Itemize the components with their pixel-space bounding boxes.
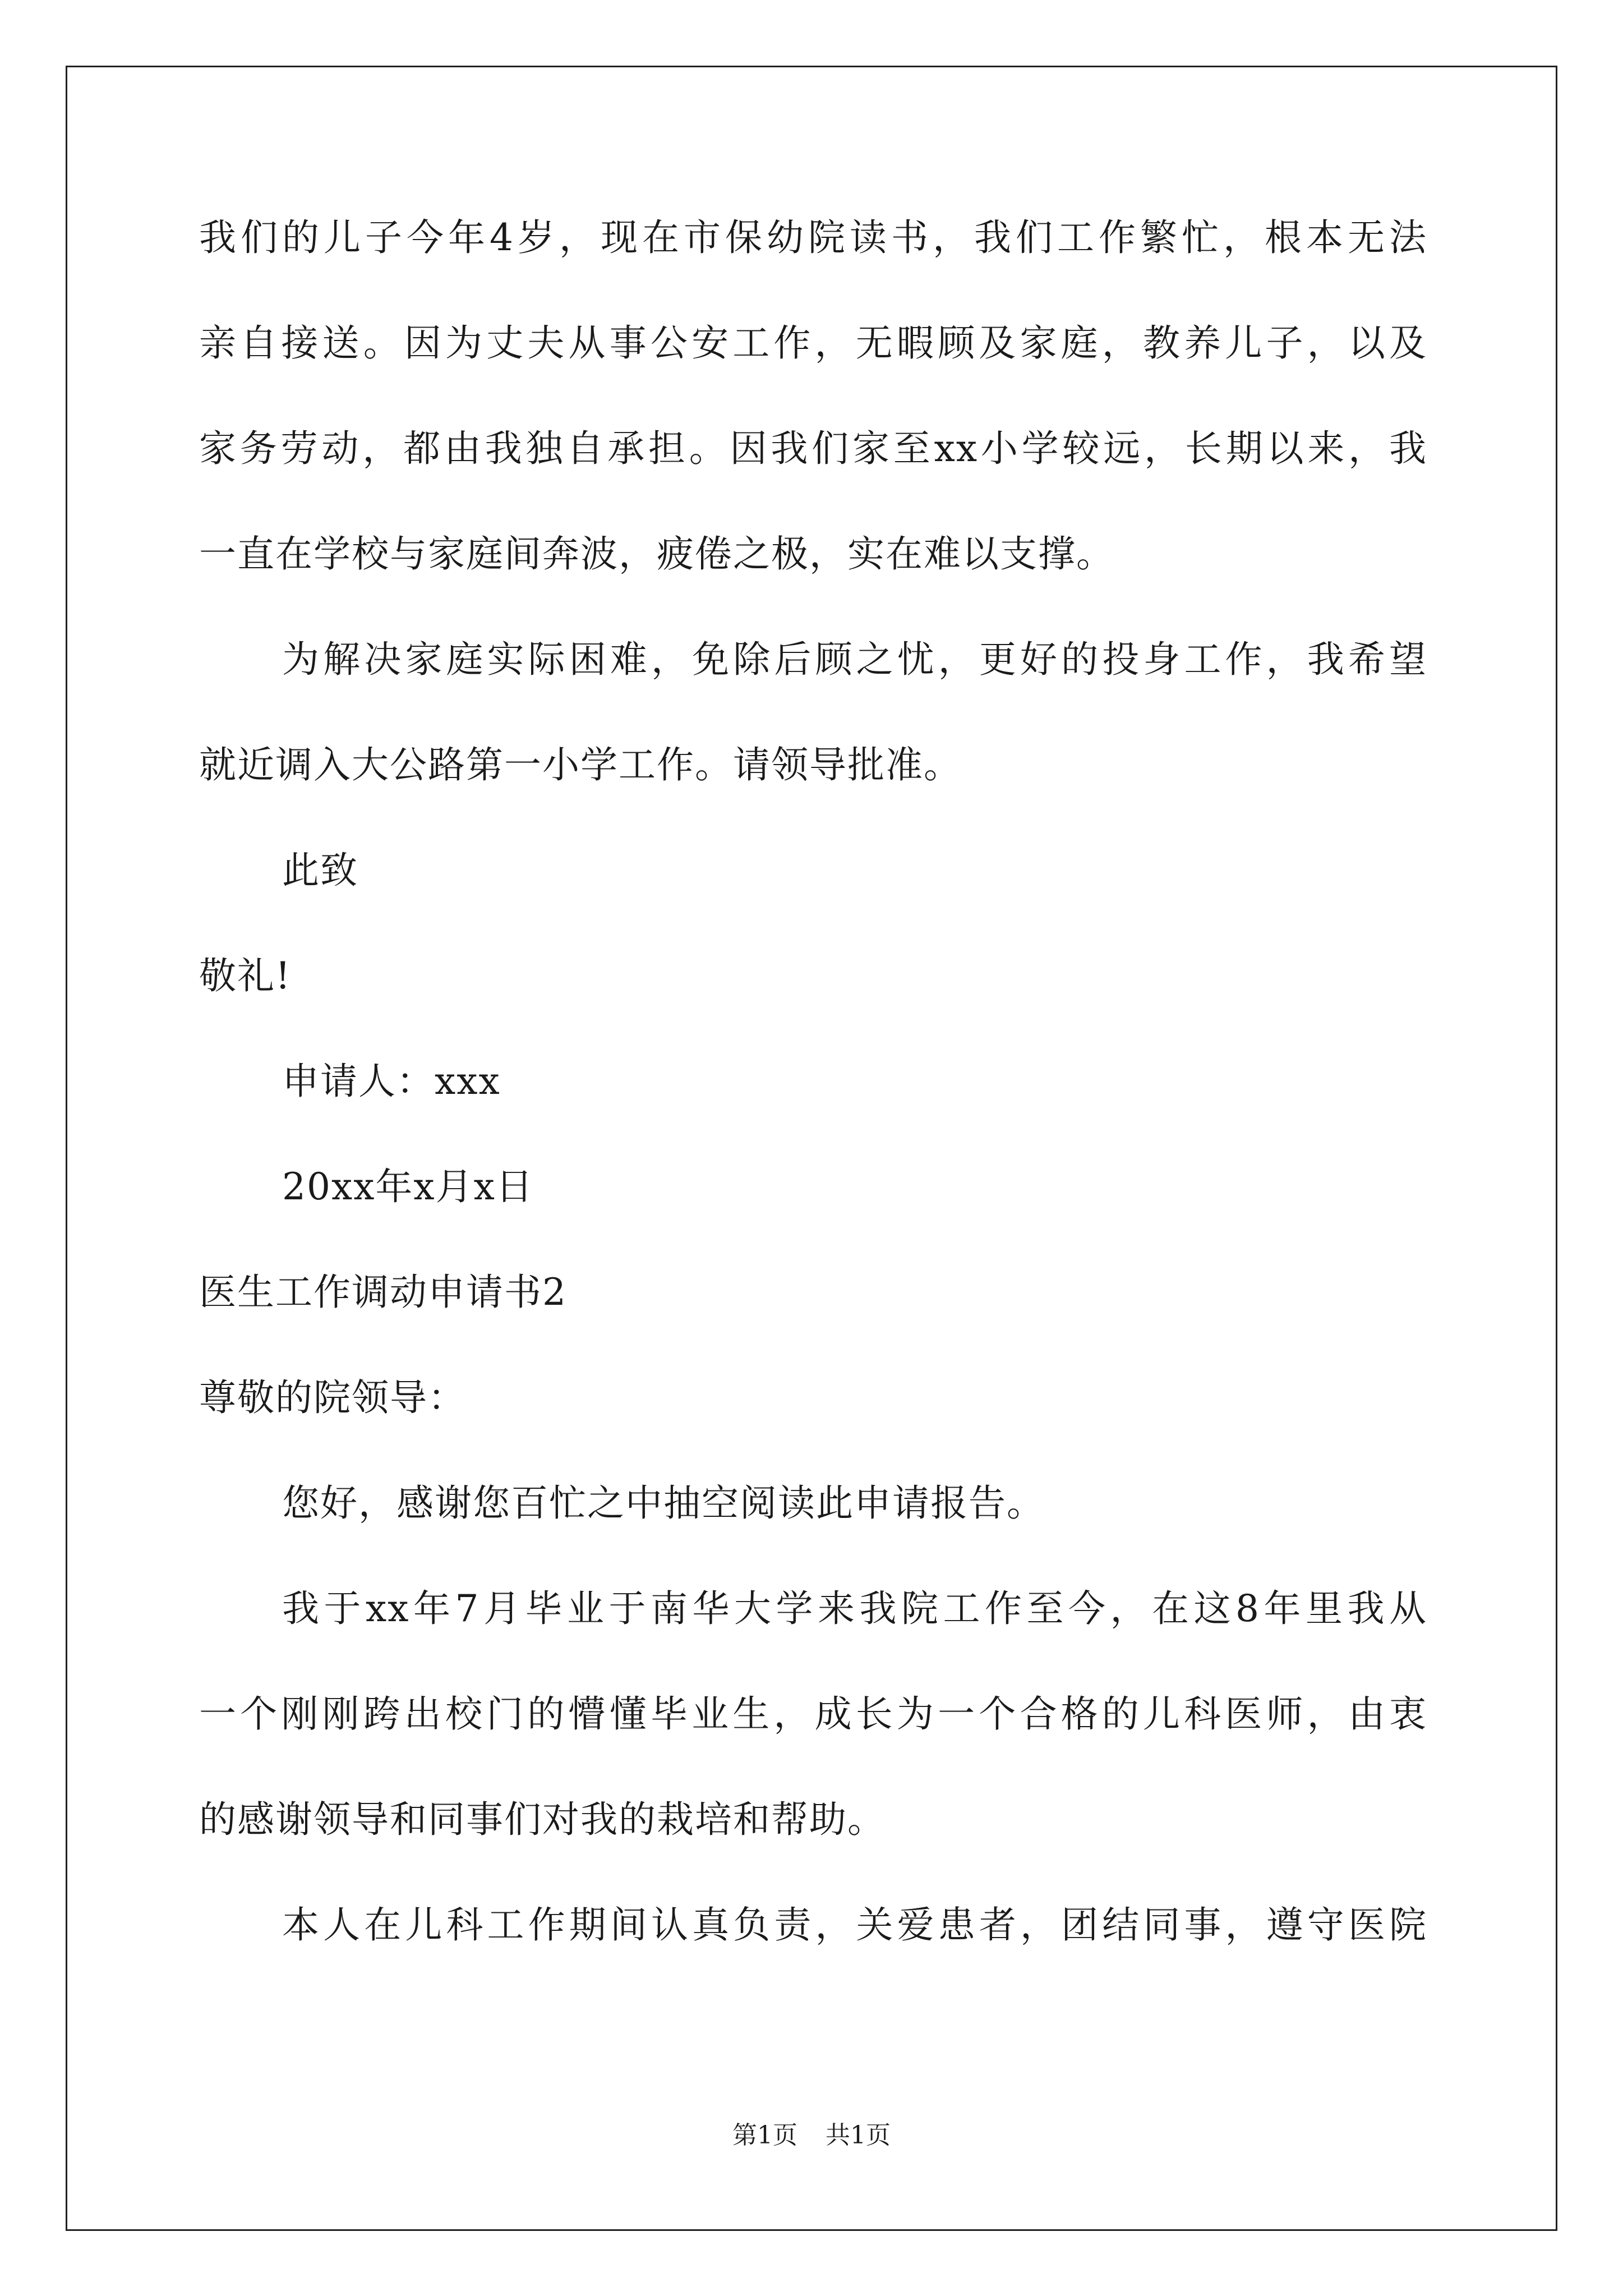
- paragraph-line: 我于xx年7月毕业于南华大学来我院工作至今，在这8年里我从: [282, 1587, 1427, 1630]
- letter-greeting: 尊敬的院领导：: [199, 1376, 466, 1419]
- paragraph-line: 就近调入大公路第一小学工作。请领导批准。: [199, 743, 962, 786]
- paragraph-line: 为解决家庭实际困难，免除后顾之忧，更好的投身工作，我希望: [282, 638, 1427, 681]
- closing-salutation: 此致: [282, 849, 358, 892]
- applicant-signature: 申请人：xxx: [282, 1060, 501, 1103]
- signature-date: 20xx年x月x日: [282, 1165, 534, 1208]
- paragraph-line: 您好，感谢您百忙之中抽空阅读此申请报告。: [282, 1481, 1045, 1525]
- page-number: 第1页: [732, 2121, 797, 2150]
- paragraph-line: 家务劳动，都由我独自承担。因我们家至xx小学较远，长期以来，我: [199, 427, 1427, 470]
- closing-regards: 敬礼!: [199, 954, 292, 997]
- paragraph-line: 一直在学校与家庭间奔波，疲倦之极，实在难以支撑。: [199, 532, 1114, 576]
- paragraph-line: 的感谢领导和同事们对我的栽培和帮助。: [199, 1798, 886, 1841]
- section-title: 医生工作调动申请书2: [199, 1271, 567, 1314]
- paragraph-line: 我们的儿子今年4岁，现在市保幼院读书，我们工作繁忙，根本无法: [199, 216, 1427, 259]
- paragraph-line: 亲自接送。因为丈夫从事公安工作，无暇顾及家庭，教养儿子，以及: [199, 321, 1427, 365]
- document-body: [199, 185, 1427, 1978]
- paragraph-line: 本人在儿科工作期间认真负责，关爱患者，团结同事，遵守医院: [282, 1903, 1427, 1947]
- paragraph-line: 一个刚刚跨出校门的懵懂毕业生，成长为一个合格的儿科医师，由衷: [199, 1692, 1427, 1736]
- page-total: 共1页: [826, 2121, 891, 2150]
- page-footer: [0, 2115, 1623, 2151]
